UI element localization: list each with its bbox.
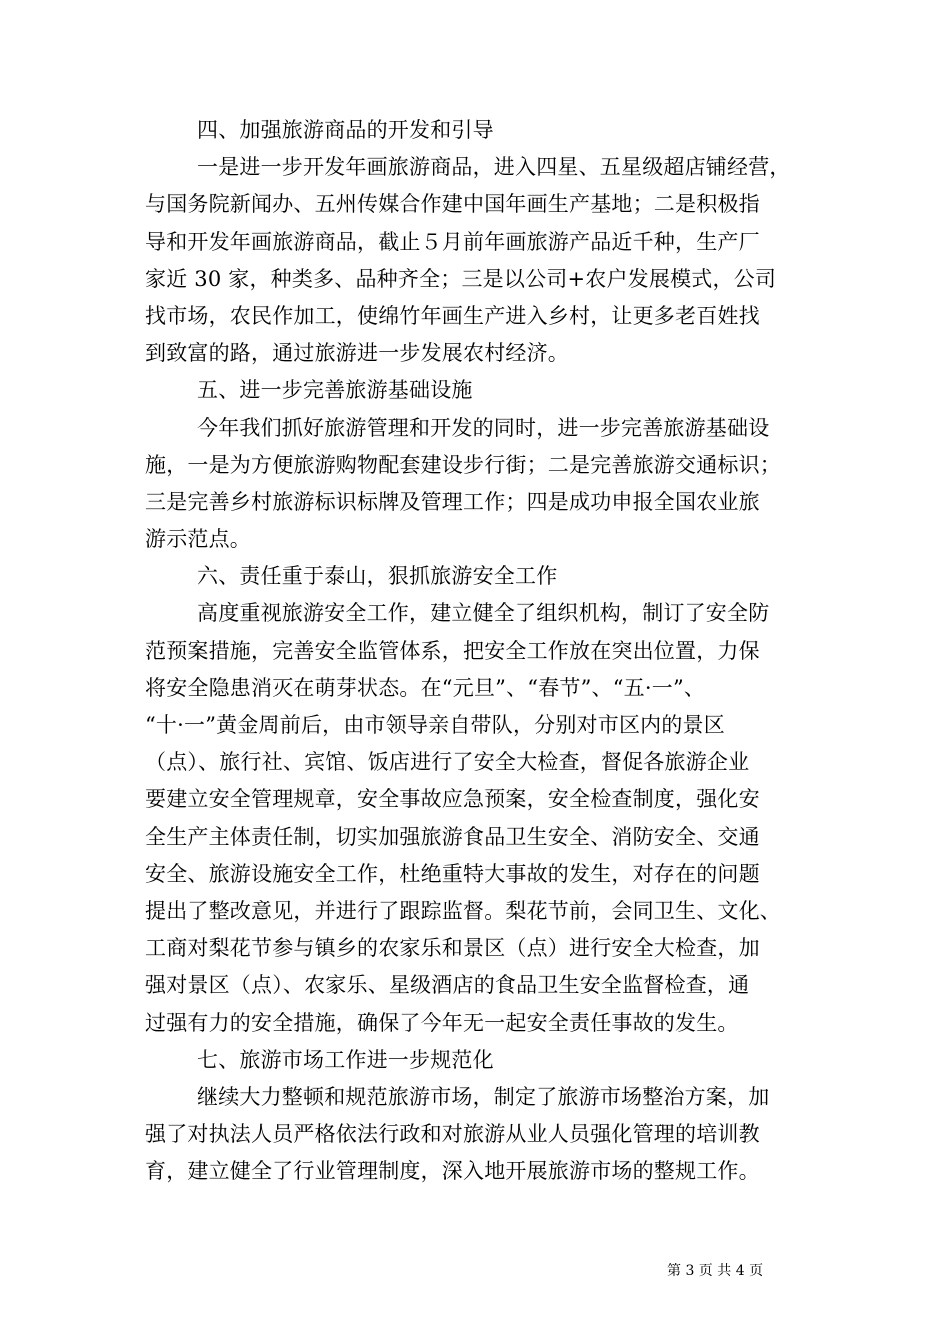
- paragraph-line: 继续大力整顿和规范旅游市场，制定了旅游市场整治方案，加: [197, 1084, 770, 1109]
- heading-section-6: 六、责任重于泰山，狠抓旅游安全工作: [197, 564, 558, 589]
- paragraph-line: 到致富的路，通过旅游进一步发展农村经济。: [145, 341, 569, 366]
- paragraph-line: 今年我们抓好旅游管理和开发的同时，进一步完善旅游基础设: [197, 415, 770, 440]
- page-number-footer: 第 3 页 共 4 页: [667, 1263, 764, 1279]
- paragraph-line: 工商对梨花节参与镇乡的农家乐和景区（点）进行安全大检查，加: [145, 936, 760, 961]
- paragraph-line: 找市场，农民作加工，使绵竹年画生产进入乡村，让更多老百姓找: [145, 303, 760, 328]
- paragraph-line: 将安全隐患消灭在萌芽状态。在“元旦”、“春节”、“五·一”、: [145, 675, 706, 700]
- paragraph-line: 游示范点。: [145, 527, 251, 552]
- paragraph-line: 三是完善乡村旅游标识标牌及管理工作；四是成功申报全国农业旅: [145, 489, 760, 514]
- heading-section-7: 七、旅游市场工作进一步规范化: [197, 1047, 494, 1072]
- heading-section-4: 四、加强旅游商品的开发和引导: [197, 118, 494, 142]
- paragraph-line: （点）、旅行社、宾馆、饭店进行了安全大检查，督促各旅游企业: [145, 750, 750, 775]
- paragraph-line: 提出了整改意见，并进行了跟踪监督。梨花节前，会同卫生、文化、: [145, 898, 781, 923]
- paragraph-line: 施，一是为方便旅游购物配套建设步行街；二是完善旅游交通标识；: [145, 452, 781, 477]
- paragraph-line: 强对景区（点）、农家乐、星级酒店的食品卫生安全监督检查，通: [145, 973, 750, 998]
- paragraph-line: 要建立安全管理规章，安全事故应急预案，安全检查制度，强化安: [145, 787, 760, 812]
- paragraph-line: “十·一”黄金周前后，由市领导亲自带队，分别对市区内的景区: [145, 713, 725, 737]
- paragraph-line: 与国务院新闻办、五州传媒合作建中国年画生产基地；二是积极指: [145, 192, 760, 217]
- paragraph-line: 一是进一步开发年画旅游商品，进入四星、五星级超店铺经营，: [197, 155, 791, 180]
- paragraph-line: 育，建立健全了行业管理制度，深入地开展旅游市场的整规工作。: [145, 1159, 760, 1184]
- paragraph-line: 强了对执法人员严格依法行政和对旅游从业人员强化管理的培训教: [145, 1122, 760, 1147]
- paragraph-line: 全生产主体责任制，切实加强旅游食品卫生安全、消防安全、交通: [145, 824, 760, 849]
- paragraph-line: 安全、旅游设施安全工作，杜绝重特大事故的发生，对存在的问题: [145, 861, 760, 886]
- paragraph-line: 范预案措施，完善安全监管体系，把安全工作放在突出位置，力保: [145, 638, 760, 663]
- paragraph-line: 高度重视旅游安全工作，建立健全了组织机构，制订了安全防: [197, 601, 770, 626]
- paragraph-line: 家近 30 家，种类多、品种齐全；三是以公司+农户发展模式，公司: [145, 266, 777, 291]
- document-body: [145, 112, 817, 1190]
- heading-section-5: 五、进一步完善旅游基础设施: [197, 378, 473, 403]
- paragraph-line: 过强有力的安全措施，确保了今年无一起安全责任事故的发生。: [145, 1010, 739, 1035]
- paragraph-line: 导和开发年画旅游商品，截止５月前年画旅游产品近千种，生产厂: [145, 229, 760, 254]
